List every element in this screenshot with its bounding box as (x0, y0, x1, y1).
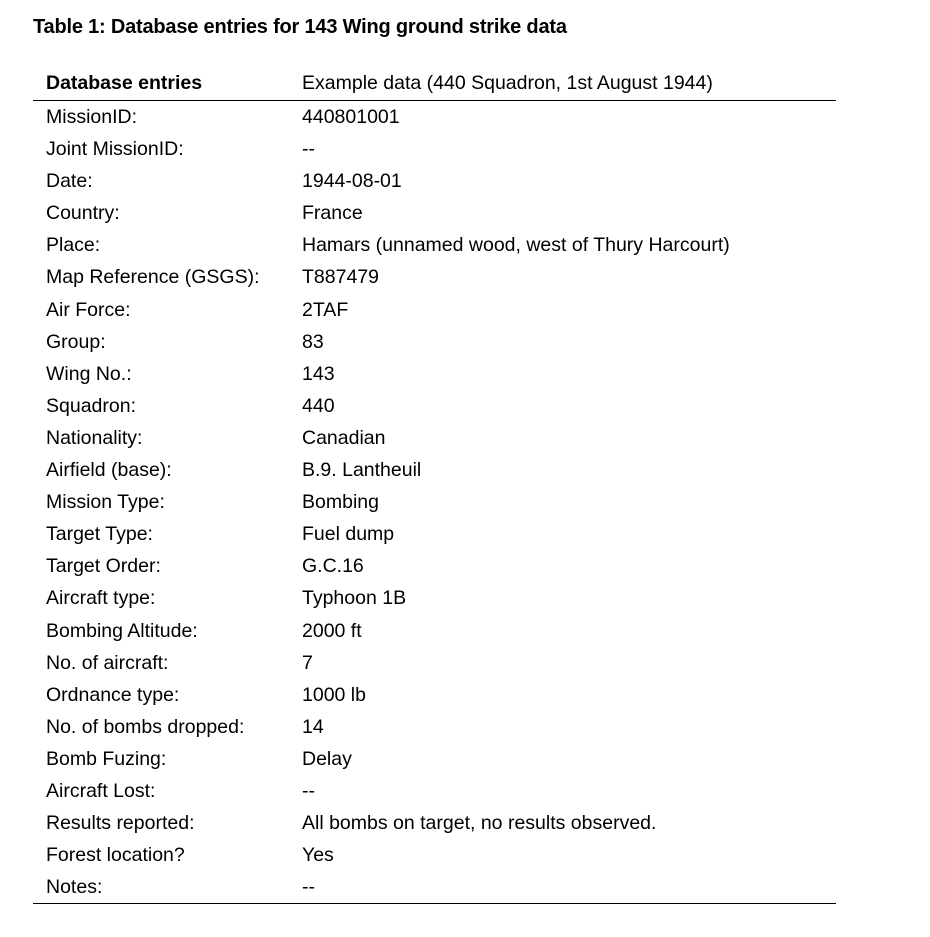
table-row (33, 615, 836, 647)
table-row (33, 261, 836, 293)
table-row (33, 871, 836, 903)
table-row (33, 294, 836, 326)
table-row (33, 679, 836, 711)
table-row (33, 326, 836, 358)
entry-value: 1944-08-01 (302, 170, 402, 193)
entry-label: Bomb Fuzing: (46, 747, 167, 770)
entry-value: 2TAF (302, 298, 349, 321)
entry-label: Country: (46, 202, 120, 225)
entry-value: T887479 (302, 266, 379, 289)
entry-value: 440 (302, 394, 335, 417)
table-caption: Table 1: Database entries for 143 Wing ground strike data (33, 16, 567, 38)
entry-value: Yes (302, 844, 334, 867)
entry-label: Wing No.: (46, 362, 132, 385)
table-row (33, 454, 836, 486)
header-example-data: Example data (440 Squadron, 1st August 1944) (302, 72, 713, 94)
entry-label: Notes: (46, 876, 103, 899)
entry-label: Ordnance type: (46, 683, 180, 706)
entry-value: Delay (302, 747, 352, 770)
entry-label: No. of bombs dropped: (46, 715, 245, 738)
entry-label: Bombing Altitude: (46, 619, 198, 642)
table-row (33, 229, 836, 261)
entry-value: 2000 ft (302, 619, 362, 642)
table-header-row (33, 67, 836, 101)
entry-label: MissionID: (46, 106, 138, 128)
table-row (33, 647, 836, 679)
entry-label: No. of aircraft: (46, 651, 169, 674)
entry-value: 7 (302, 651, 313, 674)
entry-value: Canadian (302, 426, 386, 449)
entry-label: Map Reference (GSGS): (46, 266, 260, 289)
entry-value: Fuel dump (302, 523, 395, 546)
entry-label: Results reported: (46, 812, 195, 835)
entry-label: Place: (46, 234, 101, 257)
entry-value: 1000 lb (302, 683, 366, 706)
entry-value: Typhoon 1B (302, 587, 407, 610)
table-row (33, 422, 836, 454)
table-row (33, 197, 836, 229)
table-row (33, 486, 836, 518)
header-database-entries: Database entries (46, 72, 203, 94)
entry-value: B.9. Lantheuil (302, 459, 422, 482)
entry-value: Bombing (302, 491, 379, 514)
entry-label: Target Type: (46, 523, 153, 546)
entry-label: Target Order: (46, 555, 161, 578)
entry-value: All bombs on target, no results observed. (302, 812, 657, 835)
database-entries-table (33, 67, 836, 904)
entry-value: 143 (302, 362, 335, 385)
table-body (33, 101, 836, 903)
entry-label: Date: (46, 170, 93, 193)
entry-label: Aircraft Lost: (46, 779, 156, 802)
entry-value: -- (302, 779, 315, 802)
entry-value: Hamars (unnamed wood, west of Thury Harcourt) (302, 234, 730, 257)
entry-label: Air Force: (46, 298, 131, 321)
table-row (33, 390, 836, 422)
entry-value: -- (302, 138, 315, 161)
table-row (33, 807, 836, 839)
table-row (33, 743, 836, 775)
table-row (33, 582, 836, 614)
table-row (33, 839, 836, 871)
entry-value: 440801001 (302, 106, 400, 128)
entry-label: Nationality: (46, 426, 143, 449)
entry-value: -- (302, 876, 315, 899)
entry-value: G.C.16 (302, 555, 364, 578)
table-row (33, 518, 836, 550)
table-row (33, 775, 836, 807)
entry-label: Forest location? (46, 844, 185, 867)
table-row (33, 101, 836, 133)
entry-label: Airfield (base): (46, 459, 172, 482)
entry-label: Aircraft type: (46, 587, 156, 610)
entry-value: 83 (302, 330, 324, 353)
table-row (33, 550, 836, 582)
entry-label: Joint MissionID: (46, 138, 184, 161)
entry-label: Group: (46, 330, 106, 353)
entry-label: Mission Type: (46, 491, 165, 514)
table-row (33, 133, 836, 165)
entry-label: Squadron: (46, 394, 136, 417)
table-row (33, 165, 836, 197)
table-row (33, 358, 836, 390)
entry-value: France (302, 202, 363, 225)
table-row (33, 711, 836, 743)
entry-value: 14 (302, 715, 324, 738)
